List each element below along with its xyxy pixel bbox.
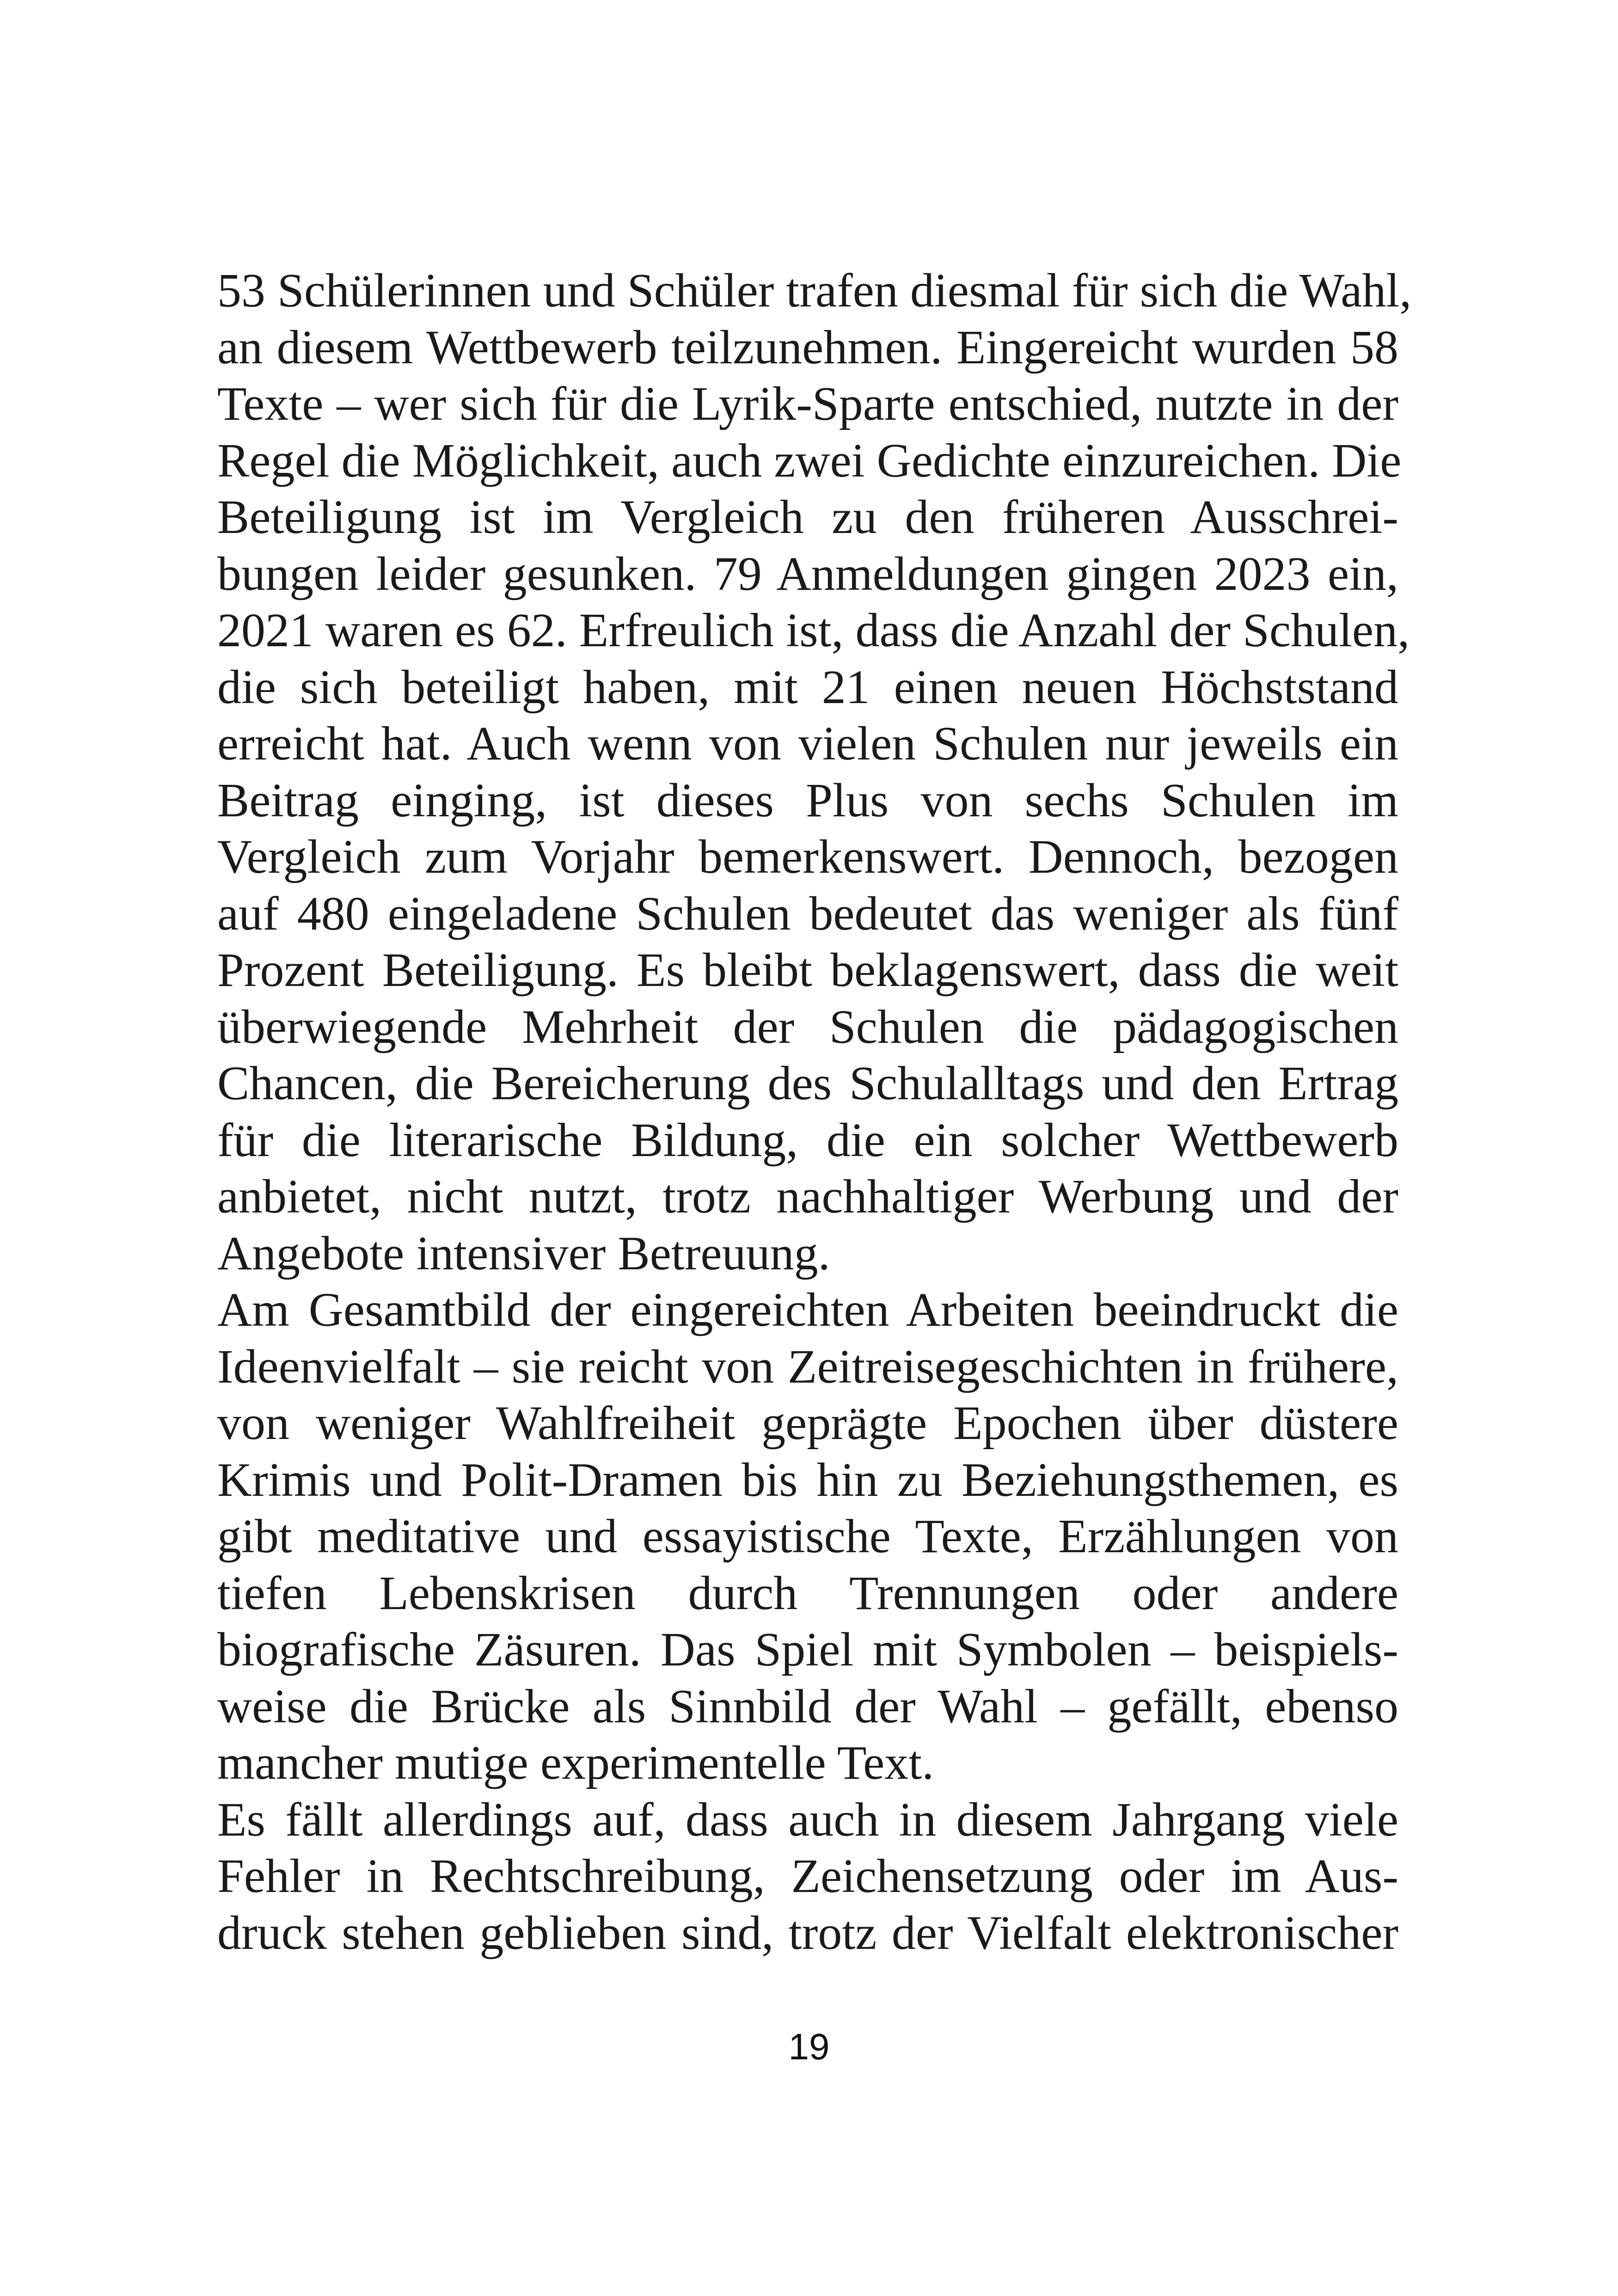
text-line: gibt meditative und essayistische Texte, Erzählungen von (217, 1510, 1398, 1563)
text-line: Angebote intensiver Betreuung. (217, 1226, 830, 1280)
text-line: die sich beteiligt haben, mit 21 einen neuen Höchststand (217, 660, 1398, 714)
text-line: erreicht hat. Auch wenn von vielen Schulen nur jeweils ein (217, 717, 1398, 770)
text-line: Prozent Beteiligung. Es bleibt beklagenswert, dass die weit (217, 943, 1398, 997)
text-line: an diesem Wettbewerb teilzunehmen. Eingereicht wurden 58 (217, 320, 1398, 374)
text-line: Beitrag einging, ist dieses Plus von sechs Schulen im (217, 773, 1398, 827)
text-line: biografische Zäsuren. Das Spiel mit Symbolen – beispiels- (217, 1623, 1398, 1676)
text-line: 2021 waren es 62. Erfreulich ist, dass die Anzahl der Schulen, (217, 604, 1410, 657)
text-line: Texte – wer sich für die Lyrik-Sparte entschied, nutzte in der (217, 377, 1398, 430)
text-line: Vergleich zum Vorjahr bemerkenswert. Dennoch, bezogen (217, 830, 1398, 883)
text-line: Regel die Möglichkeit, auch zwei Gedichte einzureichen. Die (217, 434, 1402, 487)
text-line: von weniger Wahlfreiheit geprägte Epochen über düstere (217, 1396, 1398, 1450)
text-line: weise die Brücke als Sinnbild der Wahl – gefällt, ebenso (217, 1679, 1398, 1733)
text-line: für die literarische Bildung, die ein solcher Wettbewerb (217, 1113, 1398, 1167)
text-line: tiefen Lebenskrisen durch Trennungen oder andere (217, 1566, 1398, 1620)
text-line: 53 Schülerinnen und Schüler trafen diesmal für sich die Wahl, (217, 264, 1412, 317)
text-line: bungen leider gesunken. 79 Anmeldungen gingen 2023 ein, (217, 547, 1398, 600)
text-line: Es fällt allerdings auf, dass auch in diesem Jahrgang viele (217, 1793, 1398, 1846)
text-line: auf 480 eingeladene Schulen bedeutet das weniger als fünf (217, 887, 1398, 940)
text-line: Chancen, die Bereicherung des Schulalltags und den Ertrag (217, 1057, 1398, 1110)
text-line: überwiegende Mehrheit der Schulen die pädagogischen (217, 1000, 1398, 1053)
paragraph (217, 263, 1412, 1282)
text-line: druck stehen geblieben sind, trotz der Vielfalt elektronischer (217, 1906, 1398, 1959)
text-line: Beteiligung ist im Vergleich zu den früheren Ausschrei- (217, 490, 1398, 544)
page-number: 19 (788, 2026, 830, 2067)
body-text (217, 263, 1412, 1961)
text-line: Krimis und Polit-Dramen bis hin zu Beziehungsthemen, es (217, 1453, 1398, 1506)
text-line: Am Gesamtbild der eingereichten Arbeiten beeindruckt die (217, 1283, 1398, 1336)
text-line: Fehler in Rechtschreibung, Zeichensetzung oder im Aus- (217, 1849, 1398, 1903)
text-line: Ideenvielfalt – sie reicht von Zeitreisegeschichten in frühere, (217, 1340, 1398, 1393)
text-line: mancher mutige experimentelle Text. (217, 1736, 934, 1789)
paragraph (217, 1282, 1398, 1792)
paragraph (217, 1792, 1398, 1962)
text-line: anbietet, nicht nutzt, trotz nachhaltiger Werbung und der (217, 1170, 1398, 1223)
